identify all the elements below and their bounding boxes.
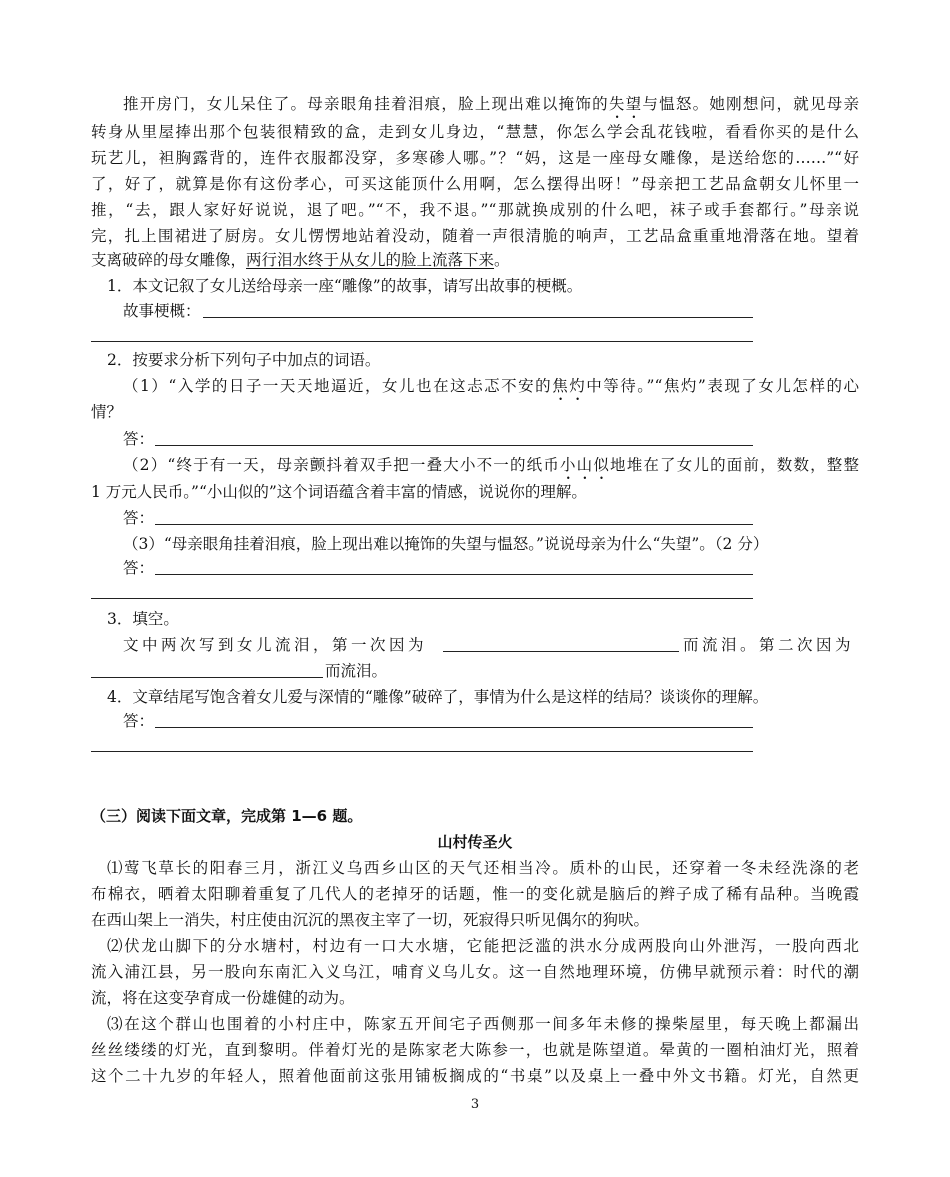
answer-line: [155, 524, 753, 525]
passage-line: 转身从里屋捧出那个包装很精致的盒，走到女儿身边，“慧慧，你怎么学会乱花钱啦，看看你买的是什么: [91, 123, 859, 141]
dotted-word: 小山似: [560, 456, 611, 474]
question-2: 2．按要求分析下列句子中加点的词语。: [107, 351, 381, 369]
question-2-1-cont: 情？: [91, 403, 123, 421]
passage-line: 完，扎上围裙进了厨房。女儿愣愣地站着没动，随着一声很清脆的响声，工艺品盒重重地滑落在地。望着: [91, 227, 859, 245]
answer-line: [155, 574, 753, 575]
answer-line: [91, 598, 753, 599]
paragraph-2-line: 流，将在这变孕育成一份雄健的动为。: [91, 989, 355, 1007]
paragraph-2-line: ⑵伏龙山脚下的分水塘村，村边有一口大水塘，它能把泛滥的洪水分成两股向山外泄泻，一股向西北: [107, 937, 859, 955]
answer-line: [91, 751, 753, 752]
answer-label: 答：: [123, 509, 155, 527]
paragraph-1-line: ⑴莺飞草长的阳春三月，浙江义乌西乡山区的天气还相当冷。质朴的山民，还穿着一冬未经洗涤的老: [107, 859, 859, 877]
question-2-1: （1）“入学的日子一天天地逼近，女儿也在这忐忑不安的焦灼中等待。”“焦灼”表现了女儿怎样的心: [123, 377, 859, 395]
passage-line: 玩艺儿，袒胸露背的，连件衣服都没穿，多寒碜人哪。”？“妈，这是一座母女雕像，是送给您的……”“好: [91, 149, 859, 167]
fill-blank-line: [91, 677, 323, 678]
question-2-3: （3）“母亲眼角挂着泪痕，脸上现出难以掩饰的失望与愠怒。”说说母亲为什么“失望”。（2 分）: [123, 535, 769, 553]
paragraph-1-line: 布棉衣，晒着太阳聊着重复了几代人的老掉牙的话题，惟一的变化就是脑后的辫子成了稀有品种。当晚霞: [91, 885, 859, 903]
page-number: 3: [470, 1097, 480, 1112]
question-2-2: （2）“终于有一天，母亲颤抖着双手把一叠大小不一的纸币小山似地堆在了女儿的面前，数数，整整: [123, 456, 859, 474]
answer-label: 答：: [123, 559, 155, 577]
answer-line: [91, 341, 753, 342]
question-3: 3．填空。: [107, 610, 179, 628]
dotted-word: 焦灼: [552, 377, 587, 395]
section-heading: （三）阅读下面文章，完成第 1—6 题。: [91, 807, 363, 825]
fill-blank-line: [443, 651, 679, 652]
paragraph-3-line: 丝丝缕缕的灯光，直到黎明。伴着灯光的是陈家老大陈参一，也就是陈望道。晕黄的一圈柏油灯光，照着: [91, 1041, 859, 1059]
question-3-text-a: 文中两次写到女儿流泪，第一次因为: [123, 636, 428, 654]
article-title: 山村传圣火: [437, 833, 513, 851]
passage-line: 了，好了，就算是你有这份孝心，可买这能顶什么用啊，怎么摆得出呀！”母亲把工艺品盒朝女儿怀里一: [91, 175, 859, 193]
question-3-text-c: 而流泪。: [325, 662, 388, 680]
paragraph-1-line: 在西山架上一消失，村庄使由沉沉的黑夜主宰了一切，死寂得只听见偶尔的狗吠。: [91, 911, 650, 929]
question-3-text-b: 而流泪。第二次因为: [683, 636, 855, 654]
answer-label: 答：: [123, 430, 155, 448]
dotted-word: 失望: [608, 95, 643, 113]
answer-line: [155, 727, 753, 728]
paragraph-3-line: ⑶在这个群山也围着的小村庄中，陈家五开间宅子西侧那一间多年未修的操柴屋里，每天晚上都漏出: [107, 1015, 859, 1033]
passage-line: 支离破碎的母女雕像，两行泪水终于从女儿的脸上流落下来。: [91, 251, 510, 269]
question-4: 4．文章结尾写饱含着女儿爱与深情的“雕像”破碎了，事情为什么是这样的结局？谈谈你的理解。: [107, 688, 769, 706]
answer-label: 答：: [123, 712, 155, 730]
underlined-sentence: 两行泪水终于从女儿的脸上流落下来: [246, 251, 495, 269]
question-2-2-cont: 1 万元人民币。”“小山似的”这个词语蕴含着丰富的情感，说说你的理解。: [91, 483, 587, 501]
paragraph-3-line: 这个二十九岁的年轻人，照着他面前这张用铺板搁成的“书桌”以及桌上一叠中外文书籍。灯光，自然更: [91, 1067, 859, 1085]
question-1: 1．本文记叙了女儿送给母亲一座“雕像”的故事，请写出故事的梗概。: [107, 277, 583, 295]
passage-line: 推开房门，女儿呆住了。母亲眼角挂着泪痕，脸上现出难以掩饰的失望与愠怒。她刚想问，就见母亲: [123, 95, 859, 113]
answer-line: [155, 445, 753, 446]
answer-line: [203, 317, 753, 318]
passage-line: 推，“去，跟人家好好说说，退了吧。”“不，我不退。”“那就换成别的什么吧，袜子或手套都行。”母亲说: [91, 201, 859, 219]
question-1-label: 故事梗概：: [123, 302, 201, 320]
paragraph-2-line: 流入浦江县，另一股向东南汇入义乌江，哺育义乌儿女。这一自然地理环境，仿佛早就预示着：时代的潮: [91, 963, 859, 981]
